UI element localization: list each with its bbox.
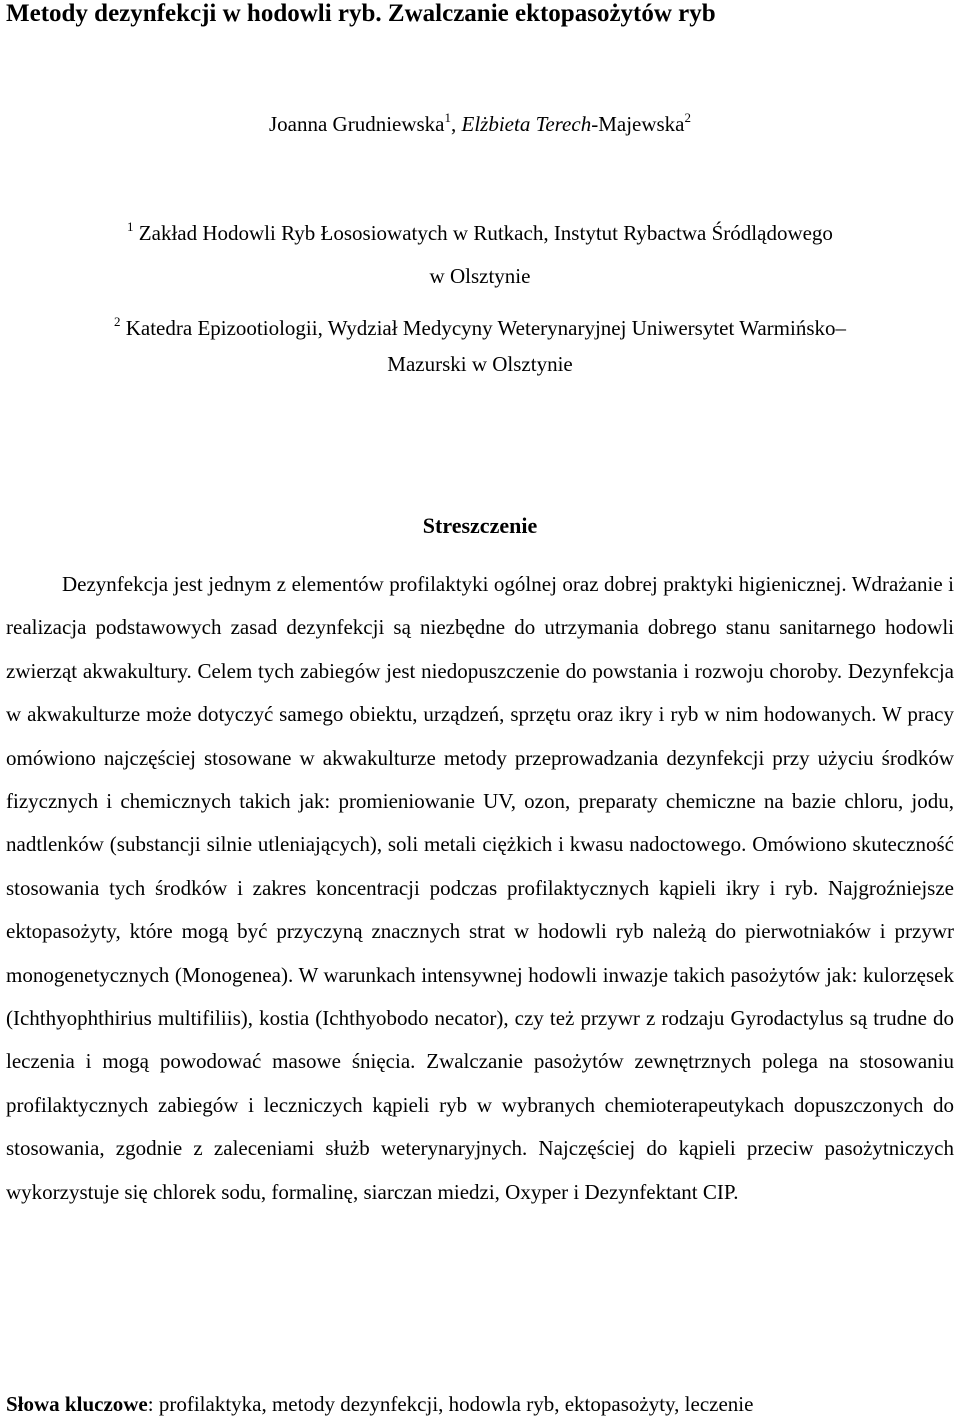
author-2-first-name: Elżbieta [461, 112, 531, 136]
keywords-line [6, 1390, 954, 1418]
author-1-superscript: 1 [444, 110, 452, 125]
author-1-name: Joanna Grudniewska [268, 112, 445, 136]
paper-title: Metody dezynfekcji w hodowli ryb. Zwalczanie ektopasożytów ryb [6, 0, 716, 27]
abstract-body: Dezynfekcja jest jednym z elementów profilaktyki ogólnej oraz dobrej praktyki higienicznej. Wdrażanie i realizacja podstawowych zasad dezynfekcji są niezbędne do utrzymania dobrego stanu sanitarnego hodowli zwierząt akwakultury. Celem tych zabiegów jest niedopuszczenie do powstania i rozwoju choroby. Dezynfekcja w akwakulturze może dotyczyć samego obiektu, urządzeń, sprzętu oraz ikry i ryb w nim hodowanych. W pracy omówiono najczęściej stosowane w akwakulturze metody przeprowadzania dezynfekcji przy użyciu środków fizycznych i chemicznych takich jak: promieniowanie UV, ozon, preparaty chemiczne na bazie chloru, jodu, nadtlenków (substancji silnie utleniających), soli metali ciężkich i kwasu nadoctowego. Omówiono skuteczność stosowania tych środków i zakres koncentracji podczas profilaktycznych kąpieli ikry i ryb. Najgroźniejsze ektopasożyty, które mogą być przyczyną znacznych strat w hodowli ryb należą do pierwotniaków i przywr monogenetycznych (Monogenea). W warunkach intensywnej hodowli inwazje takich pasożytów jak: kulorzęsek (Ichthyophthirius multifiliis), kostia (Ichthyobodo necator), czy też przywr z rodzaju Gyrodactylus są trudne do leczenia i mogą powodować masowe śnięcia. Zwalczanie pasożytów zewnętrznych polega na stosowaniu profilaktycznych zabiegów i leczniczych kąpieli ryb w wybranych chemioterapeutykach dopuszczonych do stosowania, zgodnie z zaleceniami służb weterynaryjnych. Najczęściej do kąpieli przeciw pasożytniczych wykorzystuje się chlorek sodu, formalinę, siarczan miedzi, Oxyper i Dezynfektant CIP. [6, 572, 954, 1204]
affiliation-2-line-1 [0, 314, 960, 342]
author-2-last-name-rest: -Majewska [591, 112, 685, 136]
affiliation-2-text: Katedra Epizootiologii, Wydział Medycyny Weterynaryjnej Uniwersytet Warmińsko– [120, 316, 846, 340]
affiliation-1-line-1 [0, 219, 960, 247]
affiliation-1-text: Zakład Hodowli Ryb Łososiowatych w Rutkach, Instytut Rybactwa Śródlądowego [133, 221, 833, 245]
keywords-label: Słowa kluczowe [6, 1392, 148, 1416]
author-2-superscript: 2 [684, 110, 692, 125]
affiliation-1-superscript: 1 [127, 219, 134, 234]
keywords-colon: : [147, 1392, 154, 1416]
affiliation-2-line-2: Mazurski w Olsztynie [387, 352, 573, 376]
keywords-list: profilaktyka, metody dezynfekcji, hodowla ryb, ektopasożyty, leczenie [153, 1392, 754, 1416]
affiliation-1-line-2: w Olsztynie [429, 264, 531, 288]
abstract-heading: Streszczenie [422, 513, 538, 538]
author-line [0, 110, 960, 138]
affiliation-2-superscript: 2 [113, 314, 121, 329]
author-separator: , [451, 112, 462, 136]
author-2-last-name-italic: Terech [535, 112, 592, 136]
